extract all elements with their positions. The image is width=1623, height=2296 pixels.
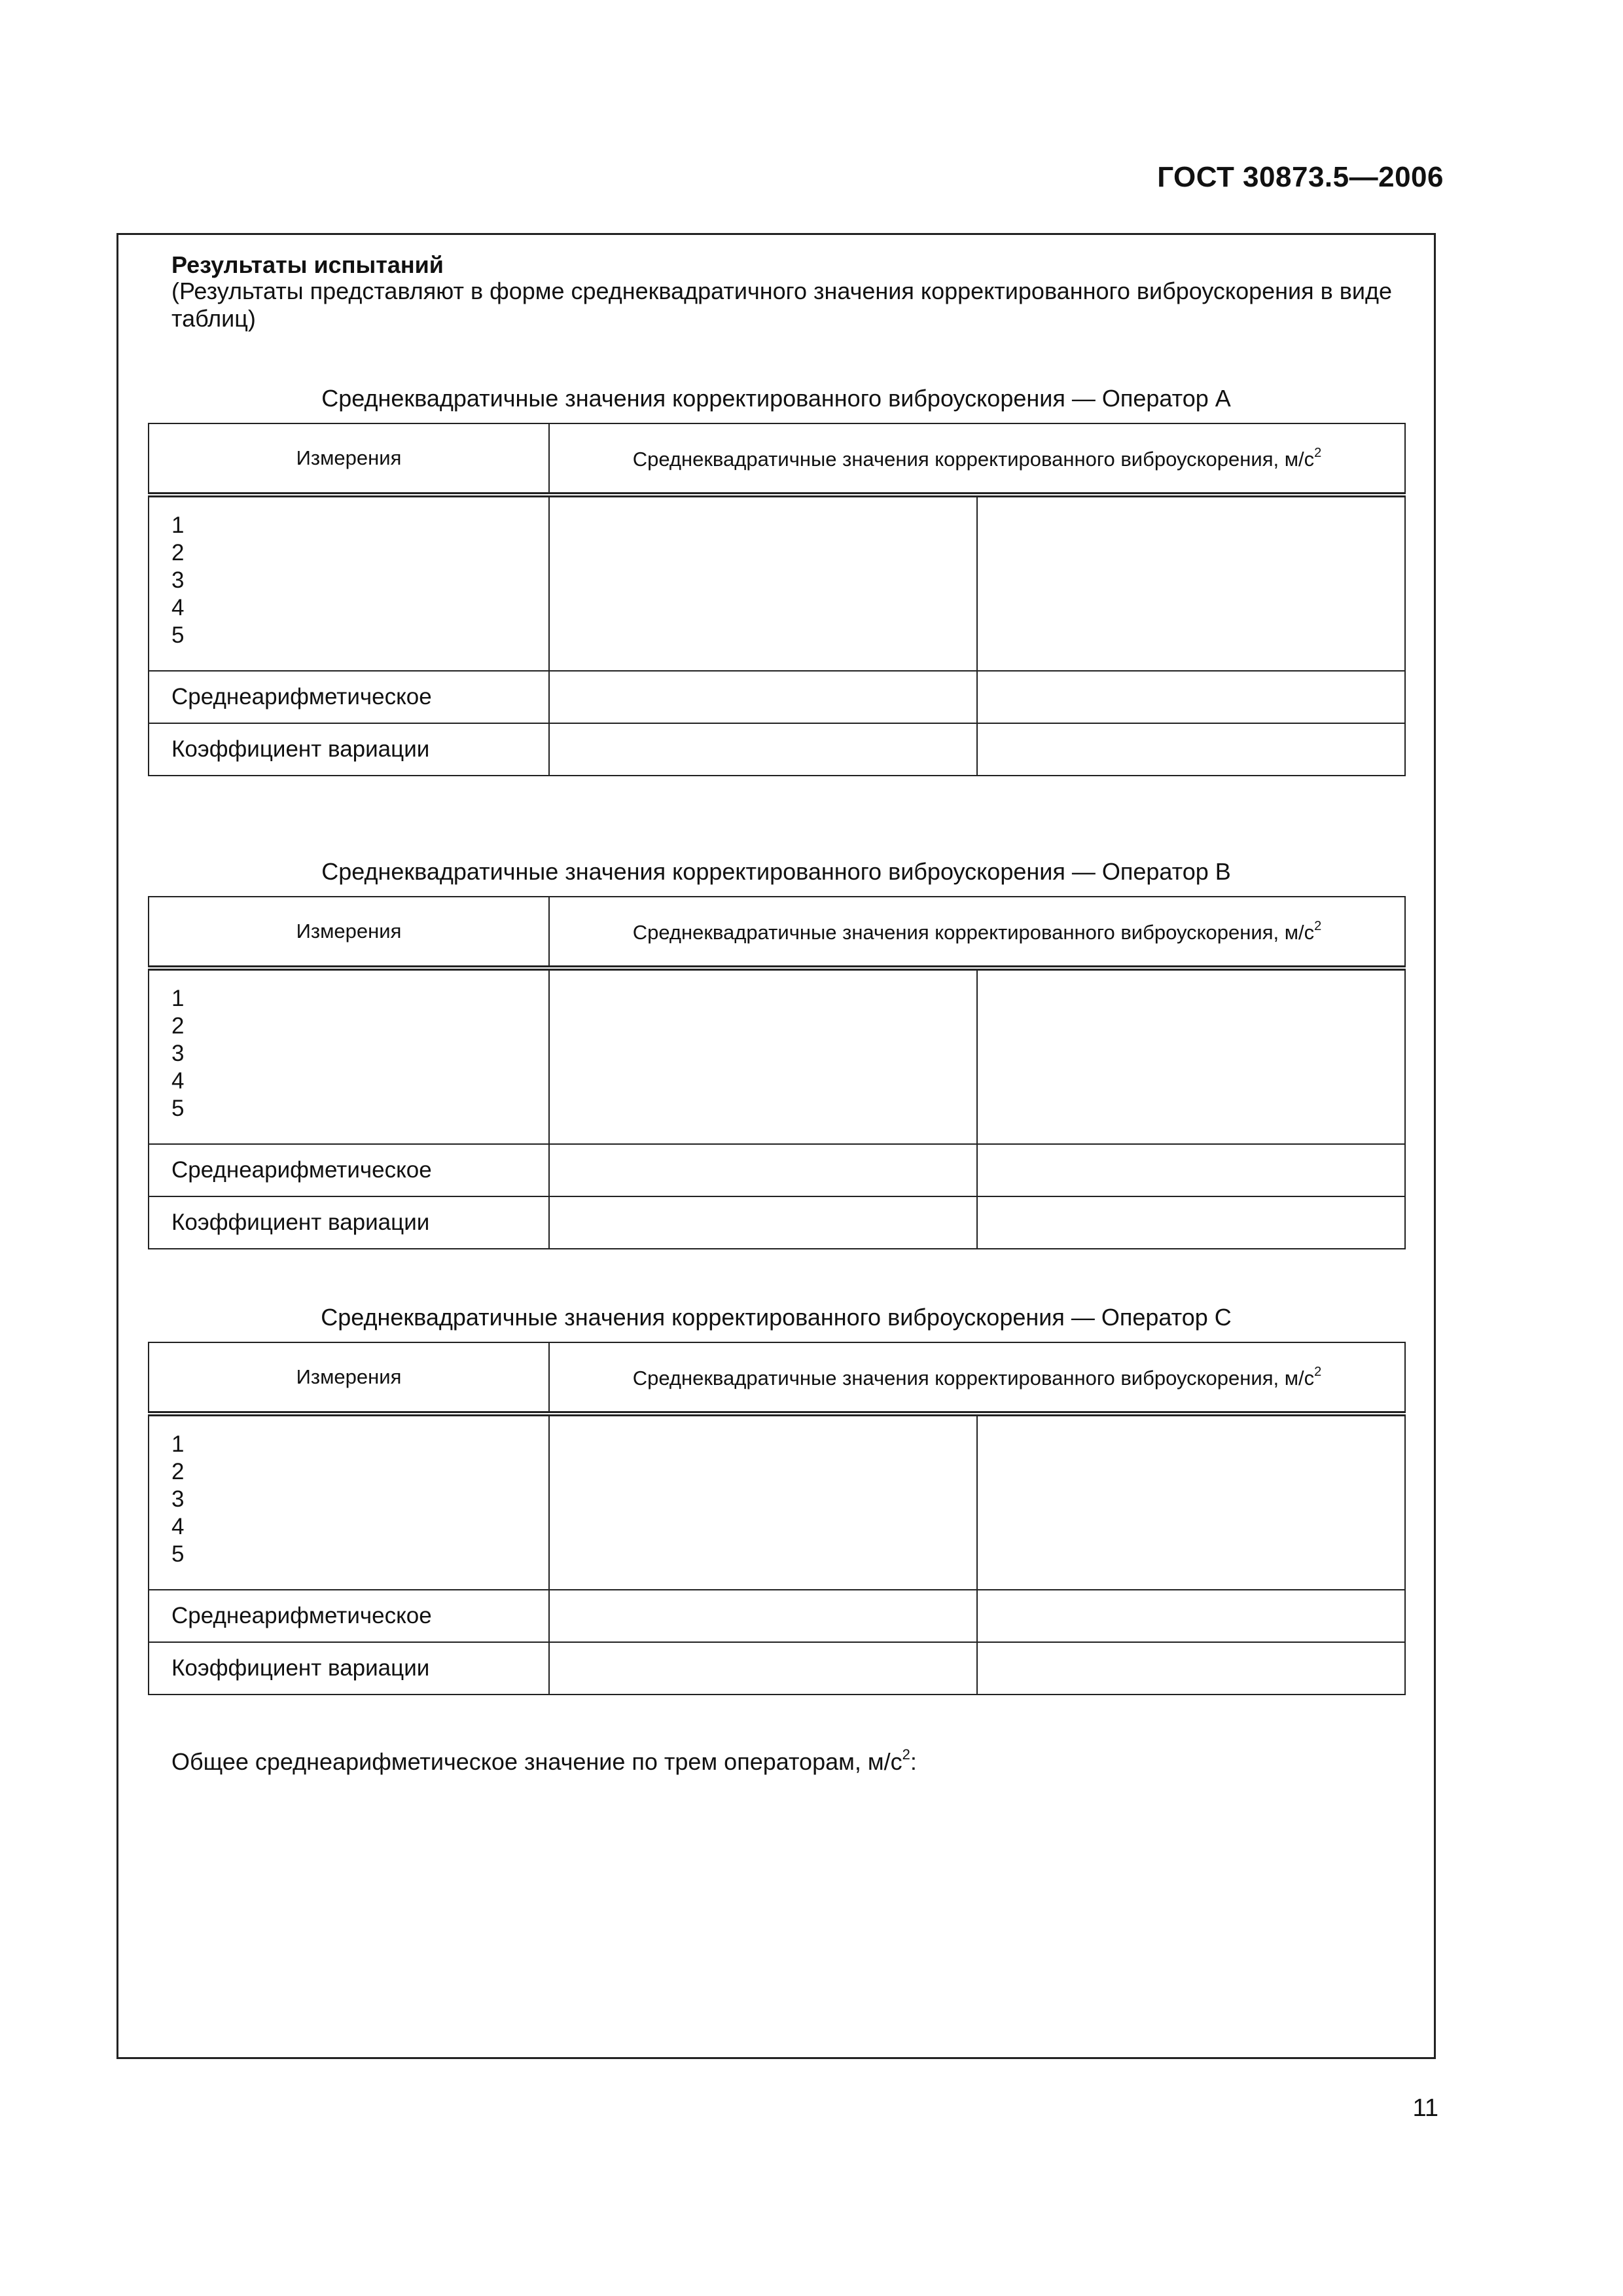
measurement-number: 4 bbox=[171, 1514, 185, 1539]
results-table-operator-a bbox=[148, 423, 1406, 776]
blank-value-cell bbox=[549, 968, 977, 1144]
unit-exponent: 2 bbox=[1314, 445, 1322, 460]
blank-value-cell bbox=[977, 1414, 1405, 1590]
column-header-measurements: Измерения bbox=[149, 423, 549, 495]
measurement-number: 4 bbox=[171, 595, 185, 620]
row-label-mean: Среднеарифметическое bbox=[149, 1144, 549, 1196]
row-label-mean: Среднеарифметическое bbox=[149, 671, 549, 723]
overall-mean-label: Общее среднеарифметическое значение по трем операторам, м/с bbox=[171, 1748, 902, 1775]
blank-value-cell bbox=[977, 1590, 1405, 1642]
column-header-measurements: Измерения bbox=[149, 897, 549, 968]
column-header-measurements: Измерения bbox=[149, 1342, 549, 1414]
unit-exponent: 2 bbox=[1314, 1364, 1322, 1379]
measurement-number: 3 bbox=[171, 567, 185, 593]
blank-value-cell bbox=[549, 495, 977, 671]
results-table-operator-b bbox=[148, 896, 1406, 1249]
blank-value-cell bbox=[549, 1144, 977, 1196]
blank-value-cell bbox=[977, 1144, 1405, 1196]
results-table-operator-c bbox=[148, 1342, 1406, 1695]
rms-header-text: Среднеквадратичные значения корректированного виброускорения, м/с bbox=[632, 1366, 1315, 1390]
table-caption-operator-c: Среднеквадратичные значения корректированного виброускорения — Оператор С bbox=[321, 1304, 1232, 1331]
measurement-number: 4 bbox=[171, 1068, 185, 1094]
measurement-number: 2 bbox=[171, 540, 185, 565]
measurement-number: 5 bbox=[171, 1541, 185, 1567]
column-header-rms-values bbox=[549, 897, 1405, 968]
unit-exponent: 2 bbox=[902, 1746, 910, 1763]
measurement-number: 1 bbox=[171, 512, 185, 538]
measurement-numbers bbox=[149, 1414, 549, 1590]
column-header-rms-values bbox=[549, 1342, 1405, 1414]
blank-value-cell bbox=[549, 1414, 977, 1590]
blank-value-cell bbox=[549, 1196, 977, 1249]
row-label-coefficient-of-variation: Коэффициент вариации bbox=[149, 1642, 549, 1695]
blank-value-cell bbox=[977, 671, 1405, 723]
table-caption-operator-a: Среднеквадратичные значения корректированного виброускорения — Оператор А bbox=[321, 385, 1231, 412]
page-number: 11 bbox=[1412, 2094, 1438, 2122]
measurement-number: 1 bbox=[171, 1431, 185, 1457]
measurement-number: 3 bbox=[171, 1041, 185, 1066]
blank-value-cell bbox=[977, 1196, 1405, 1249]
unit-exponent: 2 bbox=[1314, 918, 1322, 933]
measurement-numbers bbox=[149, 495, 549, 671]
results-note: (Результаты представляют в форме среднеквадратичного значения корректированного виброускорения в виде таблиц) bbox=[171, 278, 1393, 332]
blank-value-cell bbox=[977, 495, 1405, 671]
measurement-number: 5 bbox=[171, 622, 185, 648]
blank-value-cell bbox=[549, 1590, 977, 1642]
row-label-coefficient-of-variation: Коэффициент вариации bbox=[149, 723, 549, 776]
rms-header-text: Среднеквадратичные значения корректированного виброускорения, м/с bbox=[632, 920, 1315, 944]
column-header-rms-values bbox=[549, 423, 1405, 495]
table-caption-operator-b: Среднеквадратичные значения корректированного виброускорения — Оператор B bbox=[321, 858, 1231, 885]
blank-value-cell bbox=[549, 1642, 977, 1695]
row-label-mean: Среднеарифметическое bbox=[149, 1590, 549, 1642]
document-code: ГОСТ 30873.5—2006 bbox=[1157, 161, 1444, 193]
overall-mean-colon: : bbox=[910, 1748, 917, 1775]
overall-mean-line bbox=[171, 1746, 917, 1776]
measurement-number: 1 bbox=[171, 986, 185, 1011]
blank-value-cell bbox=[977, 723, 1405, 776]
measurement-number: 5 bbox=[171, 1096, 185, 1121]
measurement-number: 2 bbox=[171, 1013, 185, 1039]
measurement-numbers bbox=[149, 968, 549, 1144]
measurement-number: 3 bbox=[171, 1486, 185, 1512]
row-label-coefficient-of-variation: Коэффициент вариации bbox=[149, 1196, 549, 1249]
blank-value-cell bbox=[549, 671, 977, 723]
blank-value-cell bbox=[977, 968, 1405, 1144]
results-heading: Результаты испытаний bbox=[171, 251, 444, 278]
measurement-number: 2 bbox=[171, 1459, 185, 1484]
blank-value-cell bbox=[549, 723, 977, 776]
rms-header-text: Среднеквадратичные значения корректированного виброускорения, м/с bbox=[632, 447, 1315, 471]
blank-value-cell bbox=[977, 1642, 1405, 1695]
